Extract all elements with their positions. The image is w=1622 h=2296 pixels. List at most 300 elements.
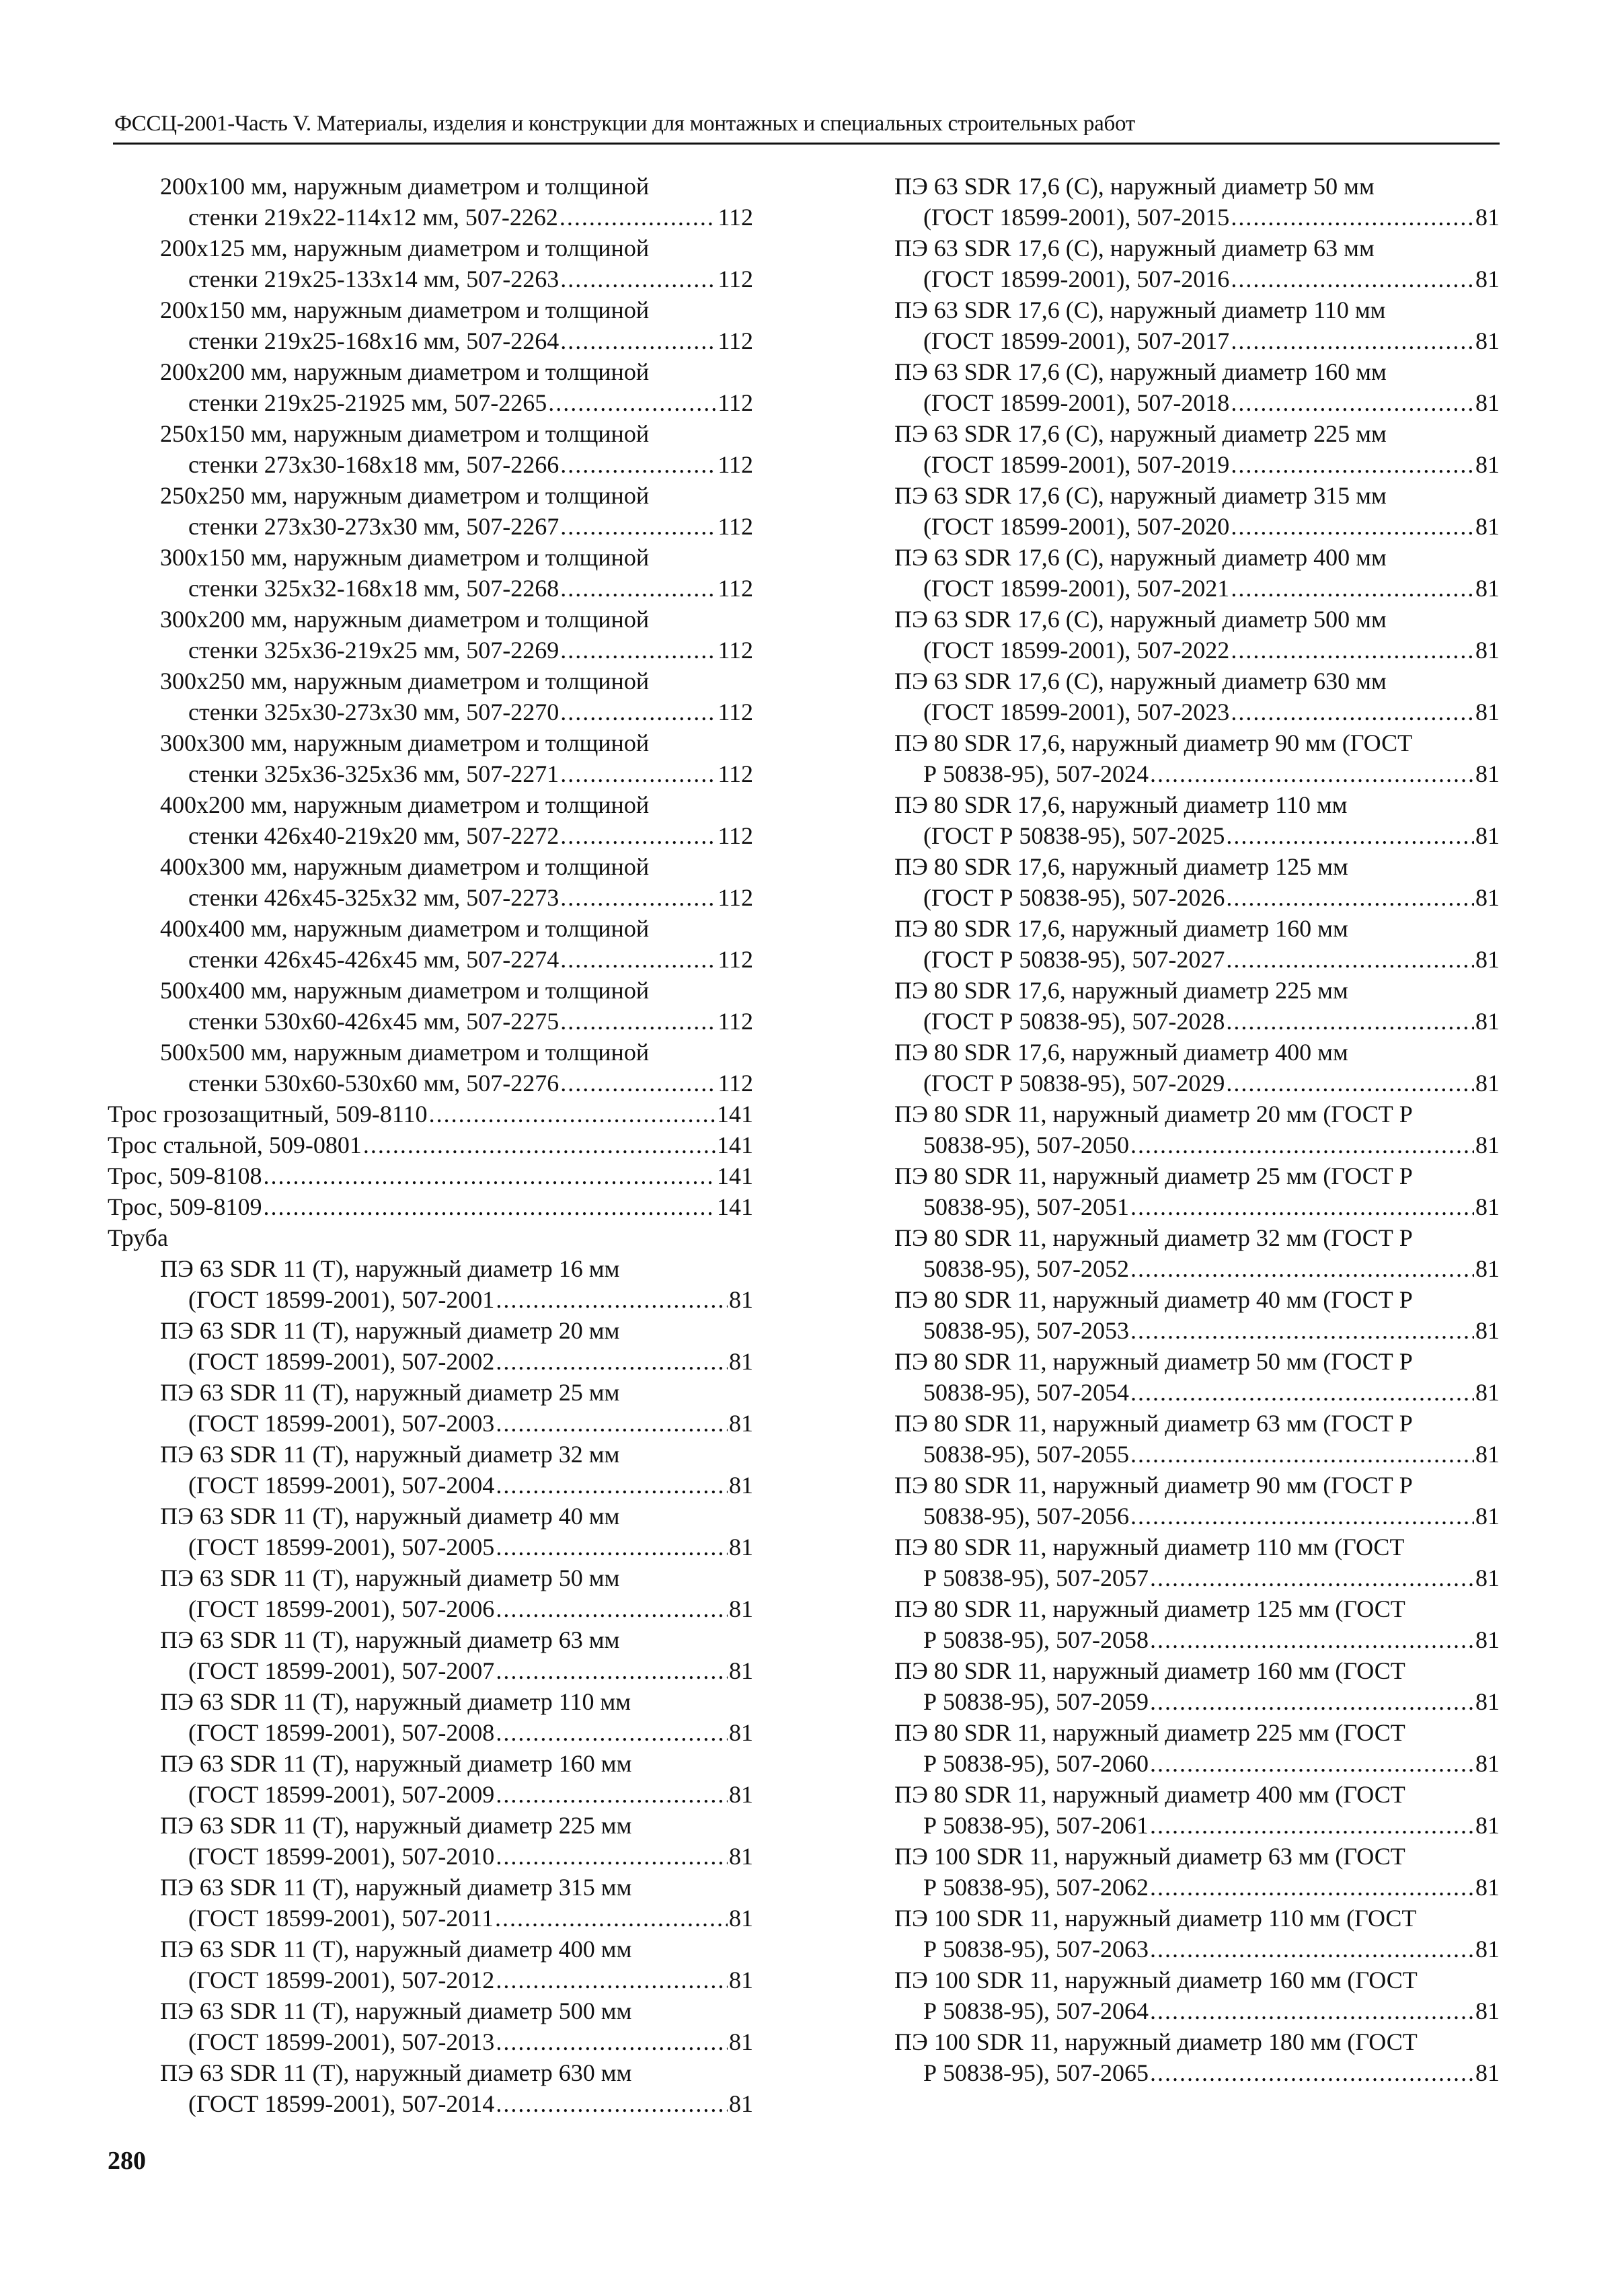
index-column-left <box>108 171 753 2119</box>
index-entry-text: (ГОСТ 18599-2001), 507-2010 <box>188 1843 495 1870</box>
index-entry-line <box>894 1872 1500 1903</box>
index-entry-text: ПЭ 80 SDR 17,6, наружный диаметр 225 мм <box>894 977 1348 1004</box>
index-entry-text: (ГОСТ 18599-2001), 507-2008 <box>188 1719 495 1746</box>
index-entry-line <box>108 356 753 387</box>
index-page-ref: 81 <box>1475 204 1500 231</box>
index-entry-text: Р 50838-95), 507-2063 <box>923 1936 1149 1963</box>
index-page-ref: 112 <box>718 946 753 973</box>
dot-leader <box>560 1068 716 1099</box>
index-entry-text: Трос стальной, 509-0801 <box>108 1132 362 1158</box>
index-entry-text: стенки 219х25-168х16 мм, 507-2264 <box>188 327 559 354</box>
index-page-ref: 112 <box>718 760 753 787</box>
index-entry-line <box>108 1686 753 1717</box>
index-entry-text: ПЭ 80 SDR 17,6, наружный диаметр 90 мм (ГОСТ <box>894 729 1413 756</box>
index-entry-text: ПЭ 63 SDR 11 (Т), наружный диаметр 63 мм <box>160 1626 620 1653</box>
index-page-ref: 81 <box>729 1905 753 1932</box>
index-entry-text: стенки 325х32-168х18 мм, 507-2268 <box>188 575 559 602</box>
index-entry-text: 50838-95), 507-2054 <box>923 1379 1129 1406</box>
index-entry-text: (ГОСТ 18599-2001), 507-2017 <box>923 327 1230 354</box>
index-entry-text: ПЭ 100 SDR 11, наружный диаметр 160 мм (ГОСТ <box>894 1967 1418 1993</box>
index-entry-line <box>894 387 1500 418</box>
index-entry-line <box>894 1501 1500 1532</box>
dot-leader <box>1231 387 1474 418</box>
dot-leader <box>263 1160 716 1191</box>
index-entry-text: ПЭ 80 SDR 11, наружный диаметр 110 мм (ГОСТ <box>894 1534 1405 1560</box>
dot-leader <box>496 1284 728 1315</box>
index-entry-text: 250х150 мм, наружным диаметром и толщиной <box>160 420 650 447</box>
index-page-ref: 112 <box>718 822 753 849</box>
index-entry-line <box>108 1655 753 1686</box>
dot-leader <box>496 1593 728 1624</box>
dot-leader <box>1226 882 1474 913</box>
index-entry-line <box>894 1191 1500 1222</box>
index-entry-line <box>894 2026 1500 2057</box>
index-entry-text: ПЭ 100 SDR 11, наружный диаметр 63 мм (ГОСТ <box>894 1843 1405 1870</box>
index-page-ref: 81 <box>1475 1132 1500 1158</box>
index-entry-text: ПЭ 63 SDR 17,6 (С), наружный диаметр 225 мм <box>894 420 1387 447</box>
dot-leader <box>560 882 716 913</box>
index-entry-text: (ГОСТ 18599-2001), 507-2018 <box>923 389 1230 416</box>
index-entry-line <box>894 1903 1500 1934</box>
dot-leader <box>1130 1377 1474 1408</box>
index-entry-text: стенки 273х30-168х18 мм, 507-2266 <box>188 451 559 478</box>
index-entry-line <box>108 542 753 573</box>
index-page-ref: 81 <box>1475 1812 1500 1839</box>
index-entry-text: 500х500 мм, наружным диаметром и толщиной <box>160 1039 650 1066</box>
index-entry-text: 250х250 мм, наружным диаметром и толщиной <box>160 482 650 509</box>
index-entry-line <box>108 1470 753 1501</box>
index-page-ref: 81 <box>1475 1317 1500 1344</box>
index-entry-text: 50838-95), 507-2053 <box>923 1317 1129 1344</box>
index-entry-line <box>108 1501 753 1532</box>
index-page-ref: 81 <box>1475 699 1500 725</box>
index-entry-line <box>108 325 753 356</box>
dot-leader <box>263 1191 716 1222</box>
dot-leader <box>560 325 716 356</box>
index-column-right <box>894 171 1500 2088</box>
index-page-ref: 81 <box>1475 760 1500 787</box>
dot-leader <box>560 449 716 480</box>
index-entry-line <box>894 573 1500 604</box>
index-entry-line <box>894 1377 1500 1408</box>
index-entry-line <box>108 604 753 635</box>
index-entry-text: 400х300 мм, наружным диаметром и толщиной <box>160 853 650 880</box>
dot-leader <box>548 387 716 418</box>
dot-leader <box>429 1099 716 1130</box>
index-page-ref: 81 <box>1475 1565 1500 1591</box>
index-entry-text: ПЭ 80 SDR 11, наружный диаметр 32 мм (ГОСТ Р <box>894 1224 1413 1251</box>
index-page-ref: 81 <box>1475 1441 1500 1468</box>
index-entry-text: ПЭ 80 SDR 11, наружный диаметр 20 мм (ГОСТ Р <box>894 1101 1413 1127</box>
index-entry-line <box>108 851 753 882</box>
dot-leader <box>1130 1315 1474 1346</box>
index-entry-text: 200х100 мм, наружным диаметром и толщиной <box>160 173 650 200</box>
index-entry-text: ПЭ 100 SDR 11, наружный диаметр 180 мм (ГОСТ <box>894 2028 1418 2055</box>
index-entry-line <box>108 171 753 202</box>
dot-leader <box>496 1779 728 1810</box>
index-entry-line <box>894 480 1500 511</box>
index-entry-text: (ГОСТ 18599-2001), 507-2005 <box>188 1534 495 1560</box>
index-entry-line <box>108 1532 753 1562</box>
index-entry-line <box>108 758 753 789</box>
dot-leader <box>560 944 716 975</box>
index-entry-text: (ГОСТ Р 50838-95), 507-2029 <box>923 1070 1225 1097</box>
index-entry-text: Р 50838-95), 507-2065 <box>923 2059 1149 2086</box>
index-entry-line <box>108 1160 753 1191</box>
index-entry-text: ПЭ 63 SDR 11 (Т), наружный диаметр 630 мм <box>160 2059 632 2086</box>
index-page-ref: 81 <box>1475 2059 1500 2086</box>
index-entry-text: (ГОСТ Р 50838-95), 507-2027 <box>923 946 1225 973</box>
index-entry-line <box>894 1841 1500 1872</box>
index-page-ref: 81 <box>729 2090 753 2117</box>
index-entry-line <box>894 697 1500 727</box>
dot-leader <box>1130 1253 1474 1284</box>
index-page-ref: 112 <box>718 513 753 540</box>
index-entry-text: Трос, 509-8109 <box>108 1193 262 1220</box>
index-entry-line <box>108 975 753 1006</box>
index-entry-text: стенки 426х45-426х45 мм, 507-2274 <box>188 946 559 973</box>
index-entry-line <box>894 1037 1500 1068</box>
index-page-ref: 112 <box>718 327 753 354</box>
index-entry-text: 50838-95), 507-2055 <box>923 1441 1129 1468</box>
index-entry-text: ПЭ 80 SDR 11, наружный диаметр 90 мм (ГОСТ Р <box>894 1472 1413 1499</box>
index-entry-line <box>894 449 1500 480</box>
index-entry-text: Р 50838-95), 507-2061 <box>923 1812 1149 1839</box>
index-entry-line <box>108 1068 753 1099</box>
dot-leader <box>560 573 716 604</box>
index-entry-line <box>108 1593 753 1624</box>
index-entry-line <box>894 171 1500 202</box>
index-entry-text: 400х400 мм, наружным диаметром и толщиной <box>160 915 650 942</box>
index-entry-text: ПЭ 63 SDR 11 (Т), наружный диаметр 160 мм <box>160 1750 632 1777</box>
index-entry-line <box>894 1470 1500 1501</box>
index-entry-text: ПЭ 80 SDR 17,6, наружный диаметр 160 мм <box>894 915 1348 942</box>
index-entry-line <box>894 1346 1500 1377</box>
index-entry-text: (ГОСТ 18599-2001), 507-2003 <box>188 1410 495 1437</box>
index-entry-text: (ГОСТ 18599-2001), 507-2007 <box>188 1657 495 1684</box>
index-entry-text: ПЭ 63 SDR 11 (Т), наружный диаметр 400 мм <box>160 1936 632 1963</box>
index-entry-line <box>108 1903 753 1934</box>
index-entry-line <box>894 882 1500 913</box>
index-entry-text: ПЭ 80 SDR 11, наружный диаметр 125 мм (ГОСТ <box>894 1595 1405 1622</box>
index-entry-line <box>108 1284 753 1315</box>
dot-leader <box>1226 944 1474 975</box>
index-entry-line <box>108 1130 753 1160</box>
dot-leader <box>1231 635 1474 666</box>
index-entry-line <box>108 1099 753 1130</box>
index-entry-line <box>108 387 753 418</box>
index-entry-text: Р 50838-95), 507-2024 <box>923 760 1149 787</box>
index-entry-text: ПЭ 80 SDR 11, наружный диаметр 225 мм (ГОСТ <box>894 1719 1405 1746</box>
index-entry-text: (ГОСТ 18599-2001), 507-2020 <box>923 513 1230 540</box>
index-entry-text: (ГОСТ 18599-2001), 507-2006 <box>188 1595 495 1622</box>
index-entry-text: (ГОСТ 18599-2001), 507-2021 <box>923 575 1230 602</box>
index-page-ref: 112 <box>718 204 753 231</box>
index-entry-line <box>108 1315 753 1346</box>
index-entry-text: ПЭ 63 SDR 17,6 (С), наружный диаметр 630 мм <box>894 668 1387 695</box>
index-entry-text: ПЭ 63 SDR 17,6 (С), наружный диаметр 315 мм <box>894 482 1387 509</box>
index-entry-text: ПЭ 63 SDR 11 (Т), наружный диаметр 315 мм <box>160 1874 632 1901</box>
index-entry-text: ПЭ 63 SDR 11 (Т), наружный диаметр 500 мм <box>160 1997 632 2024</box>
index-entry-text: (ГОСТ 18599-2001), 507-2015 <box>923 204 1230 231</box>
index-entry-line <box>108 882 753 913</box>
index-entry-text: ПЭ 80 SDR 11, наружный диаметр 40 мм (ГОСТ Р <box>894 1286 1413 1313</box>
index-entry-line <box>894 1130 1500 1160</box>
index-page-ref: 141 <box>717 1101 753 1127</box>
dot-leader <box>495 1903 728 1934</box>
index-page-ref: 81 <box>1475 1255 1500 1282</box>
index-entry-line <box>108 1346 753 1377</box>
index-entry-text: (ГОСТ 18599-2001), 507-2022 <box>923 637 1230 664</box>
index-entry-line <box>108 727 753 758</box>
index-entry-text: (ГОСТ 18599-2001), 507-2002 <box>188 1348 495 1375</box>
index-entry-line <box>108 294 753 325</box>
index-entry-text: Трос, 509-8108 <box>108 1162 262 1189</box>
index-entry-line <box>894 264 1500 294</box>
index-entry-line <box>108 2088 753 2119</box>
dot-leader <box>496 1532 728 1562</box>
index-entry-line <box>894 604 1500 635</box>
dot-leader <box>1150 1995 1474 2026</box>
index-entry-text: ПЭ 63 SDR 17,6 (С), наружный диаметр 500 мм <box>894 606 1387 633</box>
index-page-ref: 81 <box>1475 1070 1500 1097</box>
index-entry-line <box>894 913 1500 944</box>
index-entry-text: стенки 325х36-325х36 мм, 507-2271 <box>188 760 559 787</box>
index-entry-line <box>894 789 1500 820</box>
dot-leader <box>496 1717 728 1748</box>
index-page-ref: 81 <box>1475 1008 1500 1035</box>
dot-leader <box>496 1655 728 1686</box>
dot-leader <box>1231 697 1474 727</box>
index-entry-text: 50838-95), 507-2056 <box>923 1503 1129 1530</box>
dot-leader <box>1150 1686 1474 1717</box>
index-entry-line <box>108 1934 753 1965</box>
index-entry-text: ПЭ 63 SDR 17,6 (С), наружный диаметр 110 мм <box>894 296 1386 323</box>
dot-leader <box>560 1006 716 1037</box>
index-entry-line <box>108 1810 753 1841</box>
dot-leader <box>559 202 716 233</box>
index-entry-text: стенки 219х25-21925 мм, 507-2265 <box>188 389 547 416</box>
index-entry-text: ПЭ 80 SDR 11, наружный диаметр 400 мм (ГОСТ <box>894 1781 1405 1808</box>
index-entry-line <box>894 294 1500 325</box>
dot-leader <box>1226 1068 1474 1099</box>
index-entry-text: ПЭ 80 SDR 11, наружный диаметр 160 мм (ГОСТ <box>894 1657 1405 1684</box>
index-entry-line <box>108 1006 753 1037</box>
index-entry-line <box>108 666 753 697</box>
index-entry-line <box>894 325 1500 356</box>
dot-leader <box>1150 1934 1474 1965</box>
index-page-ref: 112 <box>718 266 753 292</box>
dot-leader <box>1150 758 1474 789</box>
index-entry-line <box>894 1965 1500 1995</box>
dot-leader <box>1130 1439 1474 1470</box>
header-rule <box>113 143 1500 145</box>
index-page-ref: 81 <box>1475 575 1500 602</box>
index-entry-line <box>894 727 1500 758</box>
dot-leader <box>560 697 716 727</box>
index-entry-text: (ГОСТ 18599-2001), 507-2014 <box>188 2090 495 2117</box>
index-entry-line <box>894 418 1500 449</box>
index-entry-text: ПЭ 80 SDR 17,6, наружный диаметр 400 мм <box>894 1039 1348 1066</box>
index-entry-line <box>108 449 753 480</box>
index-page-ref: 81 <box>1475 513 1500 540</box>
dot-leader <box>496 1965 728 1995</box>
dot-leader <box>560 264 716 294</box>
index-entry-line <box>894 820 1500 851</box>
index-entry-text: 200х125 мм, наружным диаметром и толщиной <box>160 235 650 262</box>
index-page-ref: 112 <box>718 389 753 416</box>
index-entry-line <box>894 1439 1500 1470</box>
index-entry-line <box>108 480 753 511</box>
index-entry-line <box>108 789 753 820</box>
index-entry-text: 50838-95), 507-2050 <box>923 1132 1129 1158</box>
dot-leader <box>1150 1624 1474 1655</box>
index-entry-text: стенки 273х30-273х30 мм, 507-2267 <box>188 513 559 540</box>
index-entry-text: (ГОСТ 18599-2001), 507-2004 <box>188 1472 495 1499</box>
index-entry-line <box>894 1624 1500 1655</box>
index-page-ref: 81 <box>1475 1936 1500 1963</box>
index-entry-line <box>894 1160 1500 1191</box>
index-entry-text: стенки 219х25-133х14 мм, 507-2263 <box>188 266 559 292</box>
index-entry-line <box>108 913 753 944</box>
index-page-ref: 81 <box>1475 1193 1500 1220</box>
index-entry-text: стенки 530х60-530х60 мм, 507-2276 <box>188 1070 559 1097</box>
index-entry-line <box>894 1686 1500 1717</box>
index-entry-line <box>894 1284 1500 1315</box>
index-entry-line <box>108 1037 753 1068</box>
index-entry-line <box>894 1315 1500 1346</box>
index-entry-text: ПЭ 63 SDR 11 (Т), наружный диаметр 225 мм <box>160 1812 632 1839</box>
index-entry-text: Р 50838-95), 507-2058 <box>923 1626 1149 1653</box>
index-page-ref: 81 <box>1475 884 1500 911</box>
index-entry-line <box>108 264 753 294</box>
index-entry-text: 50838-95), 507-2051 <box>923 1193 1129 1220</box>
index-page-ref: 81 <box>1475 1379 1500 1406</box>
index-page-ref: 81 <box>1475 266 1500 292</box>
index-page-ref: 112 <box>718 451 753 478</box>
index-entry-text: (ГОСТ 18599-2001), 507-2016 <box>923 266 1230 292</box>
index-entry-line <box>894 1593 1500 1624</box>
index-entry-text: Труба <box>108 1224 168 1251</box>
index-entry-line <box>894 1068 1500 1099</box>
index-page-ref: 141 <box>717 1162 753 1189</box>
index-entry-text: стенки 219х22-114х12 мм, 507-2262 <box>188 204 558 231</box>
index-entry-text: стенки 325х30-273х30 мм, 507-2270 <box>188 699 559 725</box>
index-entry-line <box>894 1655 1500 1686</box>
dot-leader <box>1226 820 1474 851</box>
index-entry-line <box>894 1532 1500 1562</box>
dot-leader <box>1130 1130 1474 1160</box>
index-page-ref: 81 <box>1475 1750 1500 1777</box>
index-entry-text: (ГОСТ 18599-2001), 507-2013 <box>188 2028 495 2055</box>
index-entry-text: ПЭ 63 SDR 11 (Т), наружный диаметр 20 мм <box>160 1317 620 1344</box>
index-entry-text: Р 50838-95), 507-2059 <box>923 1688 1149 1715</box>
index-entry-line <box>108 1717 753 1748</box>
index-entry-line <box>894 233 1500 264</box>
index-entry-line <box>108 1253 753 1284</box>
index-page-ref: 81 <box>729 1719 753 1746</box>
index-entry-text: 300х250 мм, наружным диаметром и толщиной <box>160 668 650 695</box>
index-entry-text: ПЭ 63 SDR 17,6 (С), наружный диаметр 160 мм <box>894 358 1387 385</box>
index-entry-line <box>894 1006 1500 1037</box>
dot-leader <box>496 2026 728 2057</box>
index-entry-line <box>108 635 753 666</box>
index-entry-line <box>894 1717 1500 1748</box>
index-entry-text: (ГОСТ Р 50838-95), 507-2028 <box>923 1008 1225 1035</box>
index-page-ref: 81 <box>1475 1997 1500 2024</box>
dot-leader <box>1150 1810 1474 1841</box>
index-entry-text: 400х200 мм, наружным диаметром и толщиной <box>160 791 650 818</box>
index-entry-text: ПЭ 63 SDR 17,6 (С), наружный диаметр 400 мм <box>894 544 1387 571</box>
dot-leader <box>1150 1562 1474 1593</box>
index-page-ref: 81 <box>1475 327 1500 354</box>
index-entry-text: стенки 530х60-426х45 мм, 507-2275 <box>188 1008 559 1035</box>
index-page-ref: 141 <box>717 1132 753 1158</box>
index-page-ref: 112 <box>718 637 753 664</box>
index-page-ref: 81 <box>1475 389 1500 416</box>
index-entry-text: ПЭ 63 SDR 11 (Т), наружный диаметр 32 мм <box>160 1441 620 1468</box>
index-entry-text: ПЭ 80 SDR 11, наружный диаметр 50 мм (ГОСТ Р <box>894 1348 1413 1375</box>
index-page-ref: 81 <box>1475 1503 1500 1530</box>
index-entry-text: 200х200 мм, наружным диаметром и толщиной <box>160 358 650 385</box>
index-entry-line <box>108 820 753 851</box>
index-entry-line <box>894 542 1500 573</box>
dot-leader <box>1231 449 1474 480</box>
dot-leader <box>560 511 716 542</box>
index-entry-line <box>108 1995 753 2026</box>
index-entry-text: (ГОСТ 18599-2001), 507-2001 <box>188 1286 495 1313</box>
index-entry-line <box>894 1779 1500 1810</box>
index-entry-line <box>108 1222 753 1253</box>
dot-leader <box>1231 202 1474 233</box>
index-entry-text: 300х200 мм, наружным диаметром и толщиной <box>160 606 650 633</box>
index-entry-line <box>108 573 753 604</box>
index-entry-text: 300х300 мм, наружным диаметром и толщиной <box>160 729 650 756</box>
dot-leader <box>1226 1006 1474 1037</box>
index-page-ref: 81 <box>729 1348 753 1375</box>
index-page-ref: 81 <box>1475 1626 1500 1653</box>
index-entry-line <box>894 1253 1500 1284</box>
index-page-ref: 81 <box>1475 822 1500 849</box>
index-entry-line <box>108 418 753 449</box>
dot-leader <box>496 1470 728 1501</box>
dot-leader <box>496 1408 728 1439</box>
index-entry-line <box>894 1995 1500 2026</box>
index-entry-line <box>894 356 1500 387</box>
index-entry-text: ПЭ 63 SDR 11 (Т), наружный диаметр 40 мм <box>160 1503 620 1530</box>
index-entry-line <box>894 975 1500 1006</box>
index-entry-text: ПЭ 63 SDR 17,6 (С), наружный диаметр 63 мм <box>894 235 1375 262</box>
index-entry-text: Трос грозозащитный, 509-8110 <box>108 1101 428 1127</box>
index-page-ref: 81 <box>729 1595 753 1622</box>
index-page-ref: 81 <box>729 1967 753 1993</box>
dot-leader <box>1231 573 1474 604</box>
dot-leader <box>1150 1872 1474 1903</box>
index-page-ref: 112 <box>718 575 753 602</box>
index-page-ref: 112 <box>718 699 753 725</box>
dot-leader <box>1231 325 1474 356</box>
index-entry-line <box>108 2057 753 2088</box>
index-entry-text: ПЭ 80 SDR 17,6, наружный диаметр 110 мм <box>894 791 1348 818</box>
index-entry-line <box>894 202 1500 233</box>
index-entry-text: (ГОСТ Р 50838-95), 507-2025 <box>923 822 1225 849</box>
dot-leader <box>1150 1748 1474 1779</box>
index-page-ref: 81 <box>1475 1688 1500 1715</box>
index-entry-line <box>108 202 753 233</box>
index-entry-text: 300х150 мм, наружным диаметром и толщиной <box>160 544 650 571</box>
index-entry-line <box>894 851 1500 882</box>
index-entry-text: ПЭ 63 SDR 11 (Т), наружный диаметр 110 мм <box>160 1688 631 1715</box>
